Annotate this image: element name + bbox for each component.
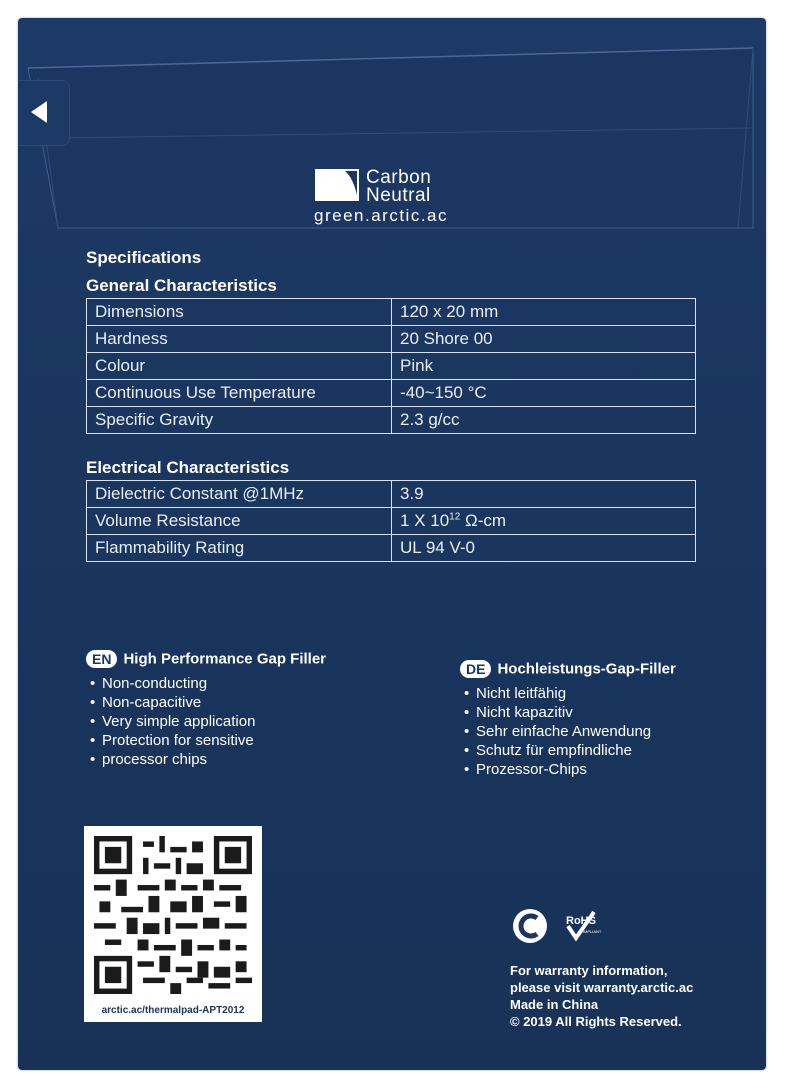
- table-row: [87, 380, 696, 407]
- spec-key: Flammability Rating: [87, 535, 392, 562]
- table-row: [87, 481, 696, 508]
- made-in-line: Made in China: [510, 997, 599, 1012]
- rohs-icon: [566, 912, 602, 938]
- list-item: • Protection for sensitive: [102, 731, 326, 750]
- table-row: [87, 407, 696, 434]
- spec-value: Pink: [392, 353, 696, 380]
- en-feature-list: [86, 674, 326, 769]
- spec-value: 3.9: [392, 481, 696, 508]
- list-item: • Nicht leitfähig: [476, 684, 676, 703]
- table-row: [87, 535, 696, 562]
- resistance-base: 1 X 10: [400, 511, 450, 530]
- resistance-exponent: 12: [449, 511, 461, 523]
- qr-code-icon: [94, 836, 252, 994]
- spec-value: [392, 508, 696, 535]
- list-item: • Schutz für empfindliche: [476, 741, 676, 760]
- de-feature-list: [460, 684, 676, 779]
- en-title: High Performance Gap Filler: [123, 650, 327, 668]
- spec-key: Dielectric Constant @1MHz: [87, 481, 392, 508]
- general-spec-table: [86, 298, 696, 434]
- de-title: Hochleistungs-Gap-Filler: [497, 660, 676, 678]
- warranty-line-1: For warranty information,: [510, 963, 668, 978]
- de-section: [460, 660, 676, 779]
- table-row: [87, 353, 696, 380]
- spec-key: Specific Gravity: [87, 407, 392, 434]
- carbon-neutral-logo-icon: [314, 168, 360, 202]
- spec-value: 2.3 g/cc: [392, 407, 696, 434]
- resistance-unit: Ω-cm: [460, 511, 507, 530]
- qr-code[interactable]: [84, 826, 262, 1022]
- back-arrow-button[interactable]: [18, 80, 70, 146]
- general-characteristics-title: General Characteristics: [86, 276, 277, 295]
- ce-mark-icon: [513, 909, 547, 943]
- en-badge: EN: [86, 650, 117, 668]
- spec-key: Dimensions: [87, 299, 392, 326]
- list-item: • Sehr einfache Anwendung: [476, 722, 676, 741]
- en-section: [86, 650, 326, 769]
- list-item: • Nicht kapazitiv: [476, 703, 676, 722]
- de-badge: DE: [460, 660, 491, 678]
- table-row: [87, 299, 696, 326]
- spec-value: 20 Shore 00: [392, 326, 696, 353]
- rohs-label: RoHS: [566, 915, 596, 927]
- spec-key: Volume Resistance: [87, 508, 392, 535]
- certification-marks: [510, 906, 630, 946]
- copyright-line: © 2019 All Rights Reserved.: [510, 1014, 682, 1029]
- spec-key: Colour: [87, 353, 392, 380]
- electrical-spec-table: [86, 480, 696, 562]
- list-item: • Non-capacitive: [102, 693, 326, 712]
- list-item: • Prozessor-Chips: [476, 760, 676, 779]
- specifications-title: Specifications: [86, 248, 202, 267]
- electrical-characteristics-title: Electrical Characteristics: [86, 458, 290, 477]
- spec-value: 120 x 20 mm: [392, 299, 696, 326]
- package-back: [18, 18, 766, 1070]
- table-row: [87, 508, 696, 535]
- logo-url: green.arctic.ac: [314, 206, 448, 225]
- spec-value: UL 94 V-0: [392, 535, 696, 562]
- qr-caption: arctic.ac/thermalpad-APT2012: [101, 1005, 245, 1016]
- warranty-line-2[interactable]: please visit warranty.arctic.ac: [510, 980, 694, 995]
- list-item: • processor chips: [102, 750, 326, 769]
- table-row: [87, 326, 696, 353]
- spec-key: Hardness: [87, 326, 392, 353]
- spec-value: -40~150 °C: [392, 380, 696, 407]
- logo-line-1: Carbon: [366, 167, 432, 188]
- logo-line-2: Neutral: [366, 185, 431, 206]
- rohs-sub-label: COMPLIANT: [578, 929, 602, 934]
- spec-key: Continuous Use Temperature: [87, 380, 392, 407]
- footer-info: [510, 962, 693, 1030]
- list-item: • Non-conducting: [102, 674, 326, 693]
- list-item: • Very simple application: [102, 712, 326, 731]
- back-arrow-icon: [31, 101, 47, 123]
